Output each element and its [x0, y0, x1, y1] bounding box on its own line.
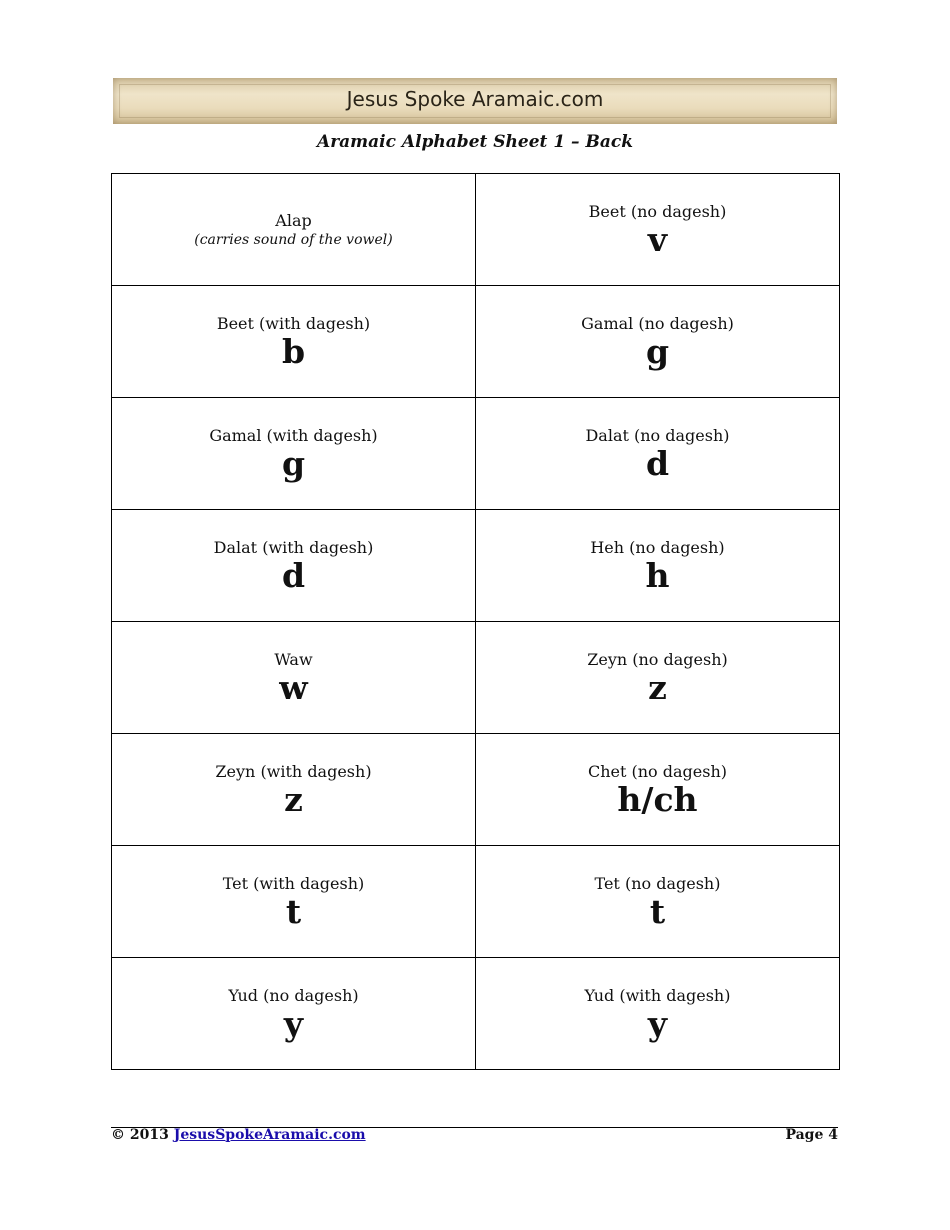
letter-card — [476, 510, 840, 622]
letter-name: Chet (no dagesh) — [587, 761, 728, 781]
grid-row — [112, 846, 840, 958]
letter-sound: t — [285, 891, 302, 931]
letter-name: Beet (with dagesh) — [216, 313, 371, 333]
letter-card — [112, 846, 476, 958]
letter-name: Dalat (no dagesh) — [585, 425, 730, 445]
letter-sound: y — [647, 1003, 668, 1043]
letter-name: Gamal (with dagesh) — [209, 425, 378, 445]
grid-row — [112, 174, 840, 286]
page-number: Page 4 — [785, 1127, 838, 1143]
letter-card — [476, 286, 840, 398]
letter-sound: t — [649, 891, 666, 931]
letter-name: Heh (no dagesh) — [590, 537, 725, 557]
letter-note: (carries sound of the vowel) — [194, 231, 393, 248]
letter-card — [112, 622, 476, 734]
letter-card — [476, 734, 840, 846]
letter-sound: g — [645, 331, 670, 371]
grid-row — [112, 510, 840, 622]
letter-sound: z — [648, 667, 667, 707]
letter-card — [112, 510, 476, 622]
letter-name: Dalat (with dagesh) — [213, 537, 374, 557]
letter-name: Zeyn (no dagesh) — [587, 649, 728, 669]
letter-card — [112, 286, 476, 398]
letter-sound: v — [647, 219, 668, 259]
grid-row — [112, 286, 840, 398]
letter-sound: w — [279, 667, 308, 707]
letter-name: Waw — [274, 649, 313, 669]
letter-sound: h/ch — [617, 779, 698, 819]
letter-sound: d — [281, 555, 306, 595]
letter-card — [112, 398, 476, 510]
letter-sound: h — [645, 555, 670, 595]
grid-row — [112, 398, 840, 510]
site-banner — [113, 78, 837, 124]
letter-sound: b — [281, 331, 306, 371]
letter-card — [112, 734, 476, 846]
letter-card — [476, 846, 840, 958]
letter-sound: z — [284, 779, 303, 819]
site-link[interactable]: JesusSpokeAramaic.com — [173, 1127, 366, 1143]
letter-name: Gamal (no dagesh) — [581, 313, 734, 333]
grid-row — [112, 734, 840, 846]
grid-row — [112, 958, 840, 1070]
letter-name: Tet (with dagesh) — [222, 873, 365, 893]
letter-name: Yud (no dagesh) — [228, 985, 359, 1005]
letter-sound: y — [283, 1003, 304, 1043]
letter-card — [476, 398, 840, 510]
letter-name: Zeyn (with dagesh) — [215, 761, 372, 781]
copyright-text: © 2013 — [111, 1127, 169, 1143]
letter-sound: g — [281, 443, 306, 483]
letter-card — [476, 622, 840, 734]
letter-sound: d — [645, 443, 670, 483]
letter-card — [112, 958, 476, 1070]
footer-copyright — [111, 1127, 366, 1143]
letter-card — [112, 174, 476, 286]
alphabet-card-grid — [111, 173, 840, 1070]
banner-title: Jesus Spoke Aramaic.com — [346, 87, 604, 111]
page-subtitle: Aramaic Alphabet Sheet 1 – Back — [317, 132, 633, 152]
letter-card — [476, 958, 840, 1070]
letter-name: Alap — [275, 210, 312, 230]
letter-name: Tet (no dagesh) — [594, 873, 721, 893]
grid-row — [112, 622, 840, 734]
letter-card — [476, 174, 840, 286]
letter-name: Yud (with dagesh) — [584, 985, 731, 1005]
letter-name: Beet (no dagesh) — [588, 201, 727, 221]
